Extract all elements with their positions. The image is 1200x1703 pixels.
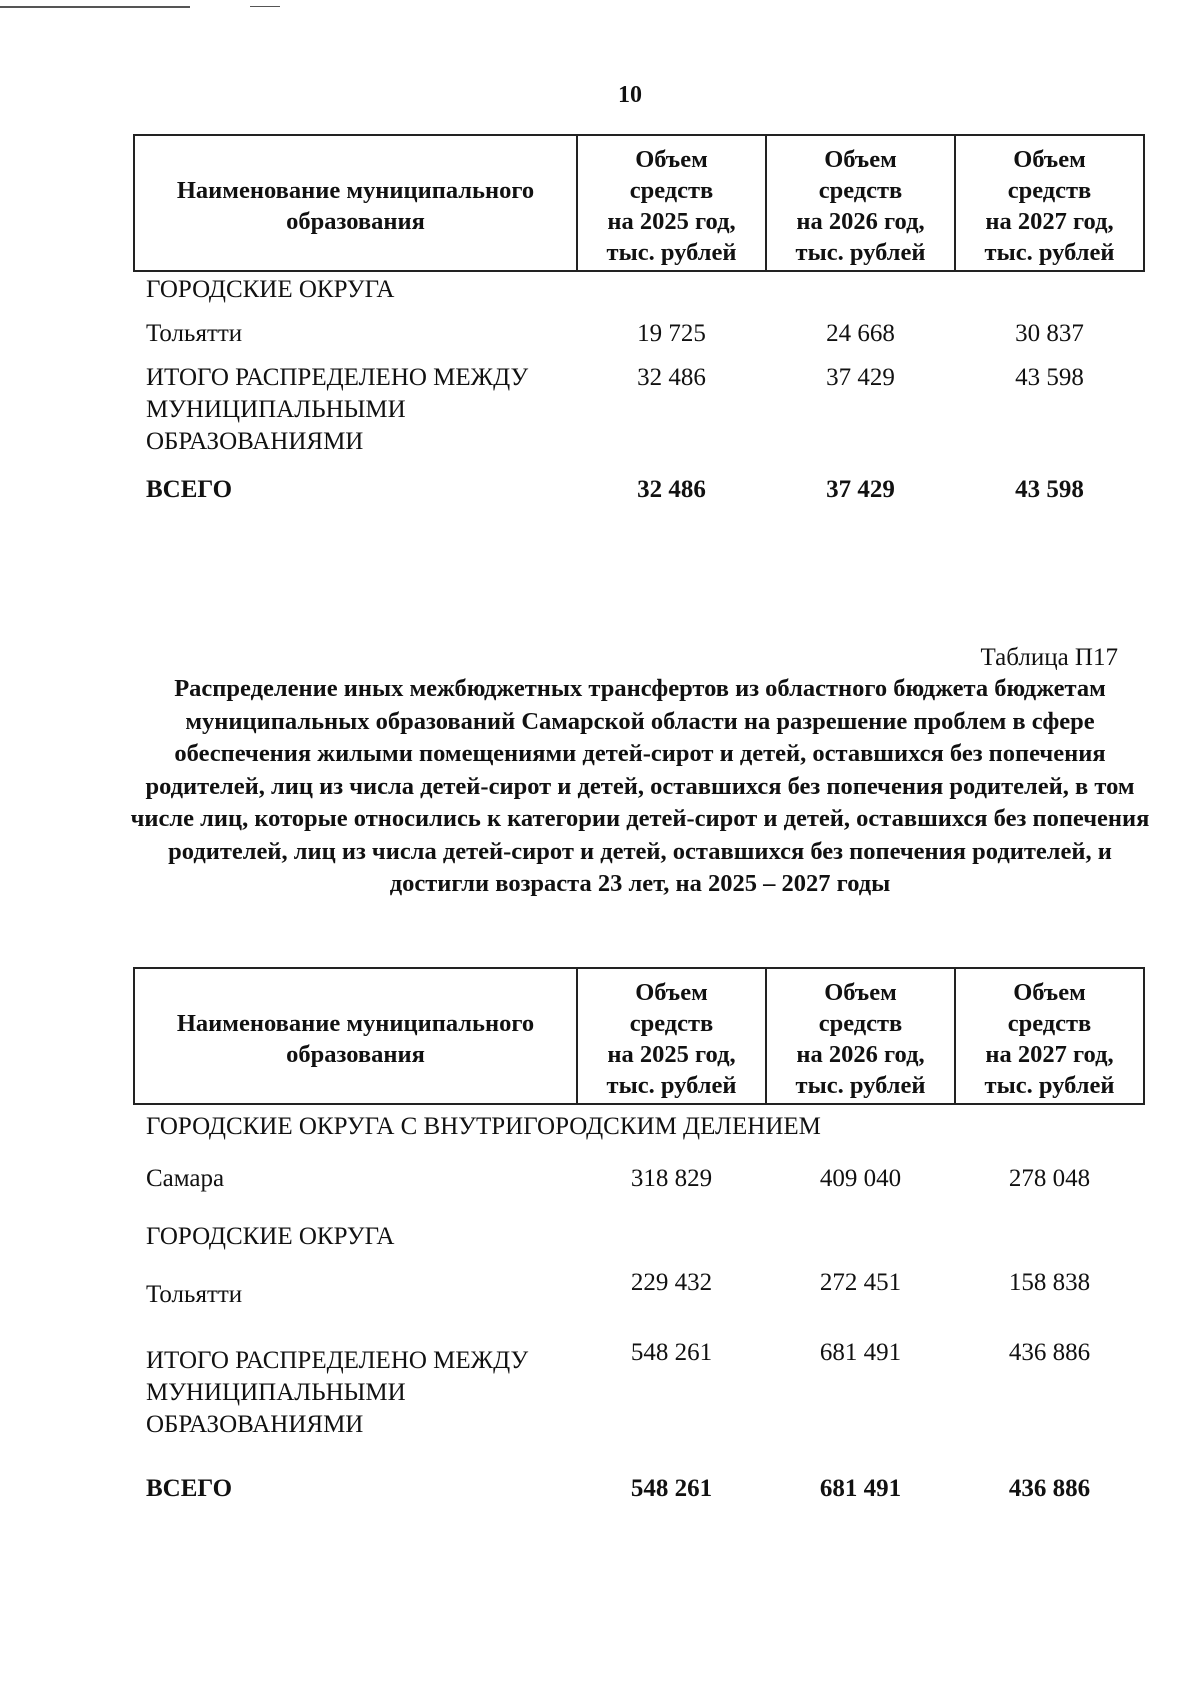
header-line: Объем <box>824 146 897 173</box>
value-2027: 30 837 <box>1015 320 1084 347</box>
table-row <box>134 1267 1144 1337</box>
header-line: тыс. рублей <box>795 239 926 266</box>
header-line: на 2025 год, <box>607 208 736 235</box>
value-2025: 548 261 <box>630 1339 713 1366</box>
header-2026 <box>766 135 955 271</box>
header-line: средств <box>629 177 714 204</box>
header-2027 <box>955 135 1144 271</box>
budget-table-continued <box>133 134 1145 506</box>
municipality-name: Тольятти <box>146 1281 243 1308</box>
page-number: 10 <box>618 82 642 108</box>
table-row <box>134 1337 1144 1473</box>
header-line: Объем <box>1013 146 1086 173</box>
table-row <box>134 1163 1144 1221</box>
scan-artifact-line <box>250 6 280 7</box>
header-line: Объем <box>824 979 897 1006</box>
header-line: на 2027 год, <box>985 1041 1114 1068</box>
total-label: ВСЕГО <box>146 1475 233 1502</box>
header-line: Объем <box>1013 979 1086 1006</box>
table-header-row <box>134 968 1144 1104</box>
value-2026: 24 668 <box>826 320 895 347</box>
header-line: на 2027 год, <box>985 208 1114 235</box>
value-2026: 409 040 <box>819 1165 902 1192</box>
total-2025: 32 486 <box>637 476 706 503</box>
table-section-row <box>134 271 1144 318</box>
table-row <box>134 362 1144 474</box>
table-label: Таблица П17 <box>980 644 1118 671</box>
header-line: средств <box>818 1010 903 1037</box>
header-2026 <box>766 968 955 1104</box>
total-2027: 436 886 <box>1008 1475 1091 1502</box>
header-line: на 2026 год, <box>796 208 925 235</box>
table-total-row <box>134 1473 1144 1505</box>
section-title: ГОРОДСКИЕ ОКРУГА <box>146 1223 395 1250</box>
value-2025: 229 432 <box>630 1269 713 1296</box>
municipality-name: ИТОГО РАСПРЕДЕЛЕНО МЕЖДУ МУНИЦИПАЛЬНЫМИ ОБРАЗОВАНИЯМИ <box>146 364 529 455</box>
header-municipality: Наименование муниципального образования <box>134 135 577 271</box>
table-total-row <box>134 474 1144 506</box>
header-line: тыс. рублей <box>984 239 1115 266</box>
value-2026: 37 429 <box>826 364 895 391</box>
value-2025: 32 486 <box>637 364 706 391</box>
header-line: средств <box>1007 177 1092 204</box>
header-2025 <box>577 135 766 271</box>
value-2027: 158 838 <box>1008 1269 1091 1296</box>
table-title: Распределение иных межбюджетных трансфертов из областного бюджета бюджетам муниципальных образований Самарской области на разрешение проблем в сфере обеспечения жилыми помещениями детей-сирот и детей, оставшихся без попечения родителей, лиц из числа детей-сирот и детей, оставшихся без попечения родителей, в том числе лиц, которые относились к категории детей-сирот и детей, оставшихся без попечения родителей, лиц из числа детей-сирот и детей, оставшихся без попечения родителей, и достигли возраста 23 лет, на 2025 – 2027 годы <box>130 675 1150 897</box>
header-line: средств <box>818 177 903 204</box>
header-line: Объем <box>635 979 708 1006</box>
header-line: тыс. рублей <box>984 1072 1115 1099</box>
header-line: тыс. рублей <box>606 1072 737 1099</box>
total-label: ВСЕГО <box>146 476 233 503</box>
scan-artifact-line <box>0 6 190 8</box>
value-2027: 43 598 <box>1015 364 1084 391</box>
table-section-row <box>134 1104 1144 1163</box>
value-2026: 272 451 <box>819 1269 902 1296</box>
header-line: средств <box>1007 1010 1092 1037</box>
section-title: ГОРОДСКИЕ ОКРУГА <box>146 276 395 303</box>
header-line: на 2025 год, <box>607 1041 736 1068</box>
table-row <box>134 318 1144 362</box>
header-2025 <box>577 968 766 1104</box>
value-2027: 278 048 <box>1008 1165 1091 1192</box>
budget-table-p17 <box>133 967 1145 1505</box>
value-2025: 318 829 <box>630 1165 713 1192</box>
header-municipality: Наименование муниципального образования <box>134 968 577 1104</box>
value-2027: 436 886 <box>1008 1339 1091 1366</box>
municipality-name: Самара <box>146 1165 225 1192</box>
header-2027 <box>955 968 1144 1104</box>
table-header-row <box>134 135 1144 271</box>
total-2027: 43 598 <box>1015 476 1084 503</box>
value-2026: 681 491 <box>819 1339 902 1366</box>
table-section-row <box>134 1221 1144 1267</box>
header-line: Объем <box>635 146 708 173</box>
section-title: ГОРОДСКИЕ ОКРУГА С ВНУТРИГОРОДСКИМ ДЕЛЕНИЕМ <box>146 1113 821 1140</box>
value-2025: 19 725 <box>637 320 706 347</box>
municipality-name: ИТОГО РАСПРЕДЕЛЕНО МЕЖДУ МУНИЦИПАЛЬНЫМИ ОБРАЗОВАНИЯМИ <box>146 1347 529 1438</box>
municipality-name: Тольятти <box>146 320 243 347</box>
total-2026: 681 491 <box>819 1475 902 1502</box>
header-line: тыс. рублей <box>606 239 737 266</box>
header-line: на 2026 год, <box>796 1041 925 1068</box>
header-line: тыс. рублей <box>795 1072 926 1099</box>
total-2026: 37 429 <box>826 476 895 503</box>
header-line: средств <box>629 1010 714 1037</box>
total-2025: 548 261 <box>630 1475 713 1502</box>
